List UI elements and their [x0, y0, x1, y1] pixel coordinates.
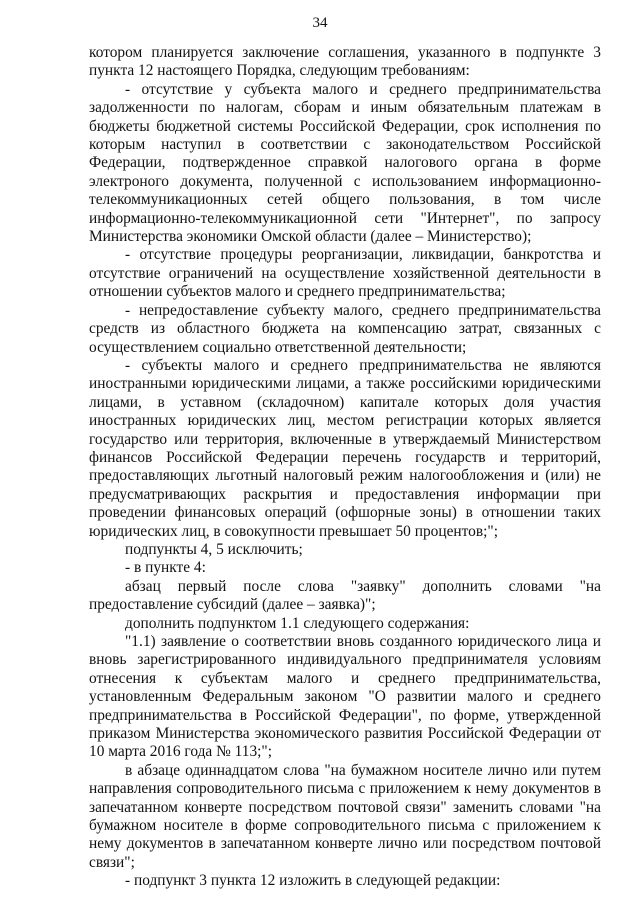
paragraph: - непредоставление субъекту малого, среднего предпринимательства средств из областного бюджета на компенсацию затрат, связанных с осуществлением социально ответственной деятельности;: [89, 301, 601, 356]
paragraph: - отсутствие у субъекта малого и среднего предпринимательства задолженности по налогам, сборам и иным обязательным платежам в бюджеты бюджетной системы Российской Федерации, срок исполнения по которым наступил в соответствии с законодательством Российской Федерации, подтвержденное справкой налогового органа в форме электроного документа, полученной с использованием информационно-телекоммуникационных сетей общего пользования, в том числе информационно-телекоммуникационной сети "Интернет", по запросу Министерства экономики Омской области (далее – Министерство);: [89, 80, 601, 246]
paragraph: в абзаце одиннадцатом слова "на бумажном носителе лично или путем направления сопроводительного письма с приложением к нему документов в запечатанном конверте посредством почтовой связи" заменить словами "на бумажном носителе в форме сопроводительного письма с приложением к нему документов в запечатанном конверте лично или посредством почтовой связи";: [89, 761, 601, 871]
paragraph: "1.1) заявление о соответствии вновь созданного юридического лица и вновь зарегистрированного индивидуального предпринимателя условиям отнесения к субъектам малого и среднего предпринимательства, установленным Федеральным законом "О развитии малого и среднего предпринимательства в Российской Федерации", по форме, утвержденной приказом Министерства экономического развития Российской Федерации от 10 марта 2016 года № 113;";: [89, 633, 601, 761]
paragraph: - в пункте 4:: [125, 559, 206, 577]
paragraph: - подпункт 3 пункта 12 изложить в следующей редакции:: [125, 872, 501, 890]
page-number: 34: [312, 15, 328, 31]
paragraph: подпункты 4, 5 исключить;: [125, 540, 303, 558]
paragraph: - субъекты малого и среднего предпринимательства не являются иностранными юридическими лицами, а также российскими юридическими лицами, в уставном (складочном) капитале которых доля участия иностранных юридических лиц, местом регистрации которых является государство или территория, включенные в утверждаемый Министерством финансов Российской Федерации перечень государств и территорий, предоставляющих льготный налоговый режим налогообложения и (или) не предусматривающих раскрытия и предоставления информации при проведении финансовых операций (офшорные зоны) в отношении таких юридических лиц, в совокупности превышает 50 процентов;";: [89, 356, 601, 540]
paragraph: абзац первый после слова "заявку" дополнить словами "на предоставление субсидий (далее – заявка)";: [89, 577, 601, 614]
paragraph: дополнить подпунктом 1.1 следующего содержания:: [125, 614, 470, 632]
paragraph: котором планируется заключение соглашения, указанного в подпункте 3 пункта 12 настоящего Порядка, следующим требованиям:: [89, 44, 601, 80]
document-body: [89, 44, 601, 891]
paragraph: - отсутствие процедуры реорганизации, ликвидации, банкротства и отсутствие ограничений на осуществление хозяйственной деятельности в отношении субъектов малого и среднего предпринимательства;: [89, 246, 601, 301]
